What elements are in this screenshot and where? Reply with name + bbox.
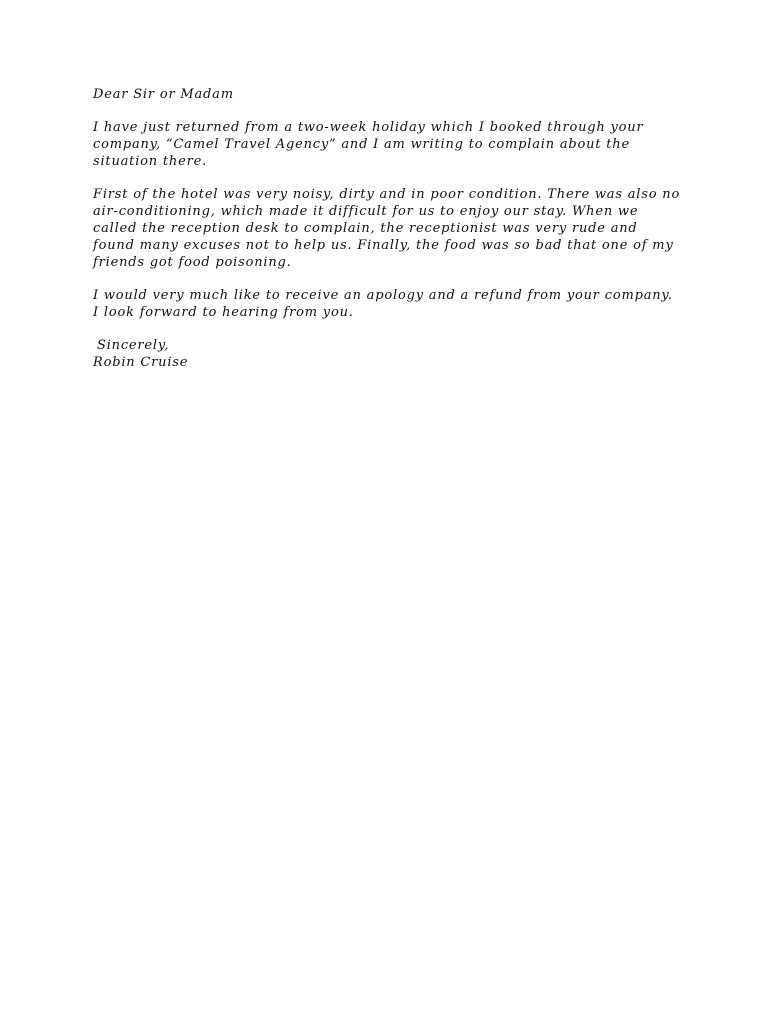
salutation-text: Dear Sir or Madam <box>93 87 234 102</box>
paragraph-line: I have just returned from a two-week holiday which I booked through your <box>93 120 644 135</box>
closing-text: Sincerely, <box>97 338 170 353</box>
letter-body <box>93 86 693 371</box>
paragraph-intro <box>93 119 693 170</box>
paragraph-complaints <box>93 186 693 271</box>
paragraph-request <box>93 287 693 321</box>
closing-block <box>93 337 693 371</box>
paragraph-line: air-conditioning, which made it difficult for us to enjoy our stay. When we <box>93 204 639 219</box>
paragraph-line: situation there. <box>93 154 208 169</box>
paragraph-line: friends got food poisoning. <box>93 255 292 270</box>
paragraph-line: I look forward to hearing from you. <box>93 305 354 320</box>
salutation <box>93 86 693 103</box>
signature-name: Robin Cruise <box>93 355 189 370</box>
paragraph-line: I would very much like to receive an apology and a refund from your company. <box>93 288 673 303</box>
paragraph-line: found many excuses not to help us. Finally, the food was so bad that one of my <box>93 238 674 253</box>
paragraph-line: called the reception desk to complain, the receptionist was very rude and <box>93 221 638 236</box>
paragraph-line: First of the hotel was very noisy, dirty and in poor condition. There was also no <box>93 187 681 202</box>
paragraph-line: company, “Camel Travel Agency” and I am writing to complain about the <box>93 137 630 152</box>
